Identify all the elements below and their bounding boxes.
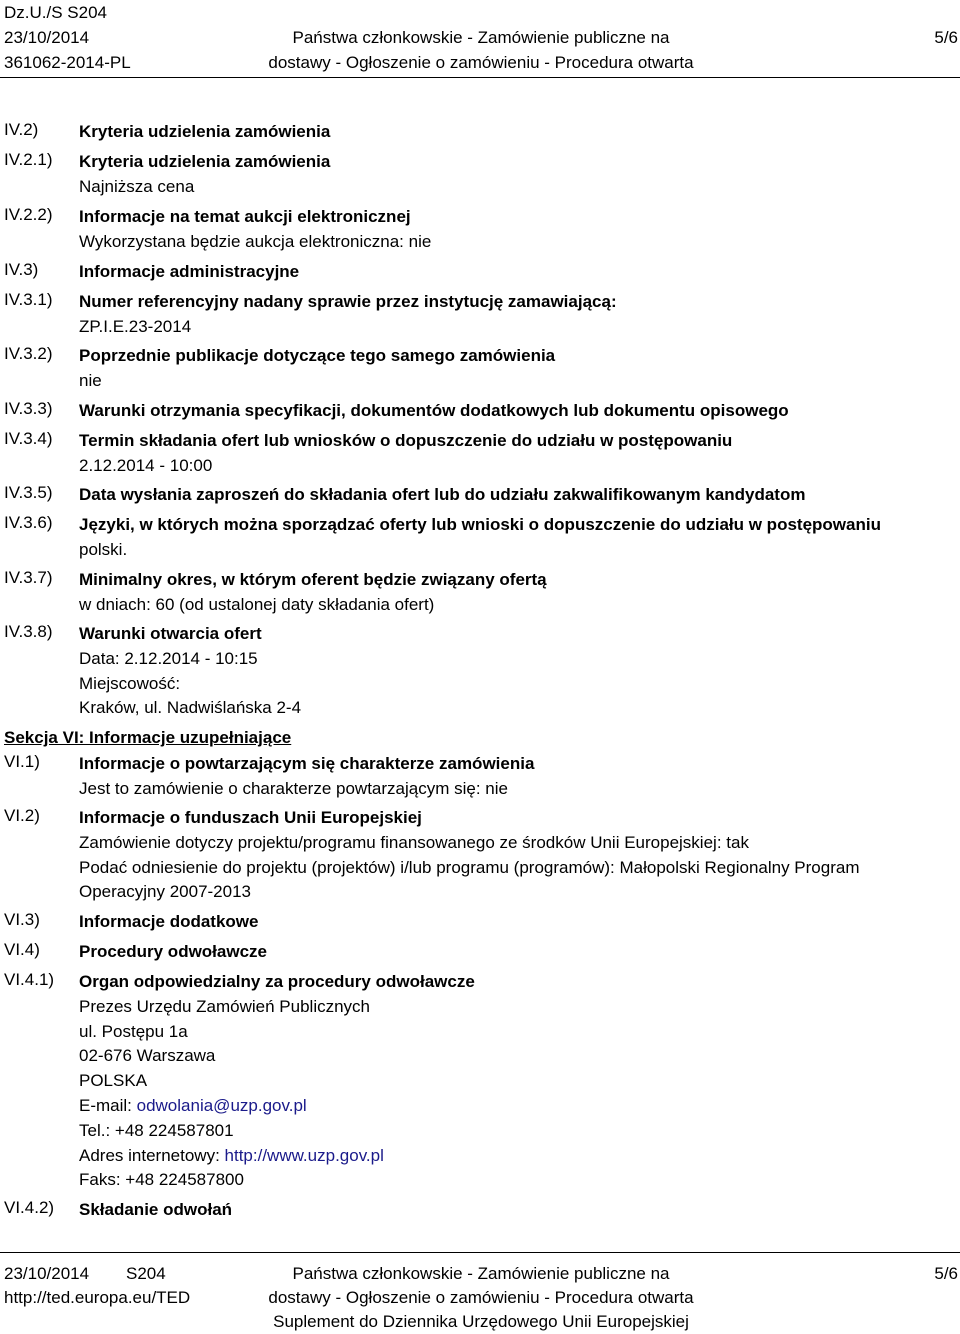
- header-page-number: 5/6: [934, 28, 958, 47]
- section-vi-heading: Sekcja VI: Informacje uzupełniające: [4, 728, 292, 747]
- page-header: [4, 0, 958, 75]
- footer-title-line3: Suplement do Dziennika Urzędowego Unii Europejskiej: [273, 1312, 689, 1331]
- organ-email-row: [79, 1094, 954, 1119]
- section-title: Poprzednie publikacje dotyczące tego samego zamówienia: [79, 346, 556, 365]
- section-number: VI.3): [4, 910, 40, 929]
- section-number: VI.2): [4, 806, 40, 825]
- section-title: Składanie odwołań: [79, 1200, 233, 1219]
- organ-city: 02-676 Warszawa: [79, 1046, 216, 1066]
- section-text: polski.: [79, 539, 128, 559]
- section-text: Najniższa cena: [79, 176, 195, 196]
- header-title-line1: Państwa członkowskie - Zamówienie publiczne na: [292, 28, 670, 47]
- organ-www-row: [79, 1144, 954, 1169]
- section-number: IV.3.4): [4, 429, 53, 448]
- section-title: Informacje o powtarzającym się charakterze zamówienia: [79, 754, 535, 773]
- section-text: Zamówienie dotyczy projektu/programu finansowanego ze środków Unii Europejskiej: tak: [79, 832, 749, 852]
- section-title: Kryteria udzielenia zamówienia: [79, 122, 331, 141]
- section-text: Operacyjny 2007-2013: [79, 882, 252, 902]
- section-number: IV.3.8): [4, 622, 53, 641]
- footer-title-line1: Państwa członkowskie - Zamówienie publiczne na: [292, 1264, 670, 1283]
- section-title: Data wysłania zaproszeń do składania ofert lub do udziału zakwalifikowanym kandydatom: [79, 485, 806, 504]
- section-title: Warunki otrzymania specyfikacji, dokumentów dodatkowych lub dokumentu opisowego: [79, 401, 789, 420]
- email-link[interactable]: odwolania@uzp.gov.pl: [136, 1095, 307, 1115]
- section-title: Informacje o funduszach Unii Europejskiej: [79, 808, 422, 827]
- footer-page-number: 5/6: [934, 1264, 958, 1283]
- section-number: VI.4.1): [4, 970, 55, 989]
- header-title-line2: dostawy - Ogłoszenie o zamówieniu - Procedura otwarta: [268, 53, 694, 72]
- section-title: Organ odpowiedzialny za procedury odwoławcze: [79, 972, 475, 991]
- section-title: Numer referencyjny nadany sprawie przez instytucję zamawiającą:: [79, 292, 617, 311]
- header-date: 23/10/2014: [4, 28, 90, 47]
- notice-number: 361062-2014-PL: [4, 53, 131, 72]
- section-number: IV.3.2): [4, 344, 53, 363]
- section-number: VI.4.2): [4, 1198, 55, 1217]
- section-title: Kryteria udzielenia zamówienia: [79, 152, 331, 171]
- section-number: IV.2.2): [4, 205, 53, 224]
- section-text: Wykorzystana będzie aukcja elektroniczna: nie: [79, 231, 432, 251]
- section-number: IV.3.6): [4, 513, 53, 532]
- organ-name: Prezes Urzędu Zamówień Publicznych: [79, 996, 371, 1016]
- section-title: Informacje na temat aukcji elektronicznej: [79, 207, 411, 226]
- section-number: IV.2.1): [4, 150, 53, 169]
- organ-fax: Faks: +48 224587800: [79, 1170, 244, 1190]
- section-text: Jest to zamówienie o charakterze powtarzającym się: nie: [79, 778, 508, 798]
- email-label: E-mail:: [79, 1095, 137, 1115]
- section-title: Informacje dodatkowe: [79, 912, 259, 931]
- section-title: Minimalny okres, w którym oferent będzie związany ofertą: [79, 570, 547, 589]
- section-text: w dniach: 60 (od ustalonej daty składania ofert): [79, 594, 435, 614]
- organ-phone: Tel.: +48 224587801: [79, 1120, 234, 1140]
- place-label: Miejscowość:: [79, 673, 181, 693]
- footer-series: S204: [126, 1264, 166, 1283]
- opening-date: Data: 2.12.2014 - 10:15: [79, 648, 258, 668]
- section-number: IV.3): [4, 260, 39, 279]
- section-title: Informacje administracyjne: [79, 262, 300, 281]
- organ-country: POLSKA: [79, 1071, 148, 1091]
- section-title: Procedury odwoławcze: [79, 942, 267, 961]
- reference-number: ZP.I.E.23-2014: [79, 316, 192, 336]
- deadline-value: 2.12.2014 - 10:00: [79, 455, 213, 475]
- section-text: Podać odniesienie do projektu (projektów) i/lub programu (programów): Małopolski Regionalny Program: [79, 857, 860, 877]
- header-divider: [0, 77, 960, 78]
- www-label: Adres internetowy:: [79, 1145, 225, 1165]
- footer-url[interactable]: http://ted.europa.eu/TED: [4, 1288, 191, 1307]
- section-title: Języki, w których można sporządzać oferty lub wnioski o dopuszczenie do udziału w postępowaniu: [79, 515, 881, 534]
- section-number: IV.3.5): [4, 483, 53, 502]
- footer-date: 23/10/2014: [4, 1264, 90, 1283]
- section-number: IV.2): [4, 120, 39, 139]
- section-number: IV.3.7): [4, 568, 53, 587]
- section-title: Termin składania ofert lub wniosków o dopuszczenie do udziału w postępowaniu: [79, 431, 733, 450]
- journal-ref: Dz.U./S S204: [4, 3, 107, 22]
- section-number: VI.1): [4, 752, 40, 771]
- footer-title-line2: dostawy - Ogłoszenie o zamówieniu - Procedura otwarta: [268, 1288, 694, 1307]
- section-text: nie: [79, 370, 102, 390]
- section-number: IV.3.3): [4, 399, 53, 418]
- organ-street: ul. Postępu 1a: [79, 1021, 188, 1041]
- section-title: Warunki otwarcia ofert: [79, 624, 262, 643]
- footer-divider: [0, 1252, 960, 1253]
- section-number: VI.4): [4, 940, 40, 959]
- section-number: IV.3.1): [4, 290, 53, 309]
- page-footer: [4, 1262, 958, 1334]
- place-value: Kraków, ul. Nadwiślańska 2-4: [79, 698, 302, 718]
- www-link[interactable]: http://www.uzp.gov.pl: [224, 1145, 384, 1165]
